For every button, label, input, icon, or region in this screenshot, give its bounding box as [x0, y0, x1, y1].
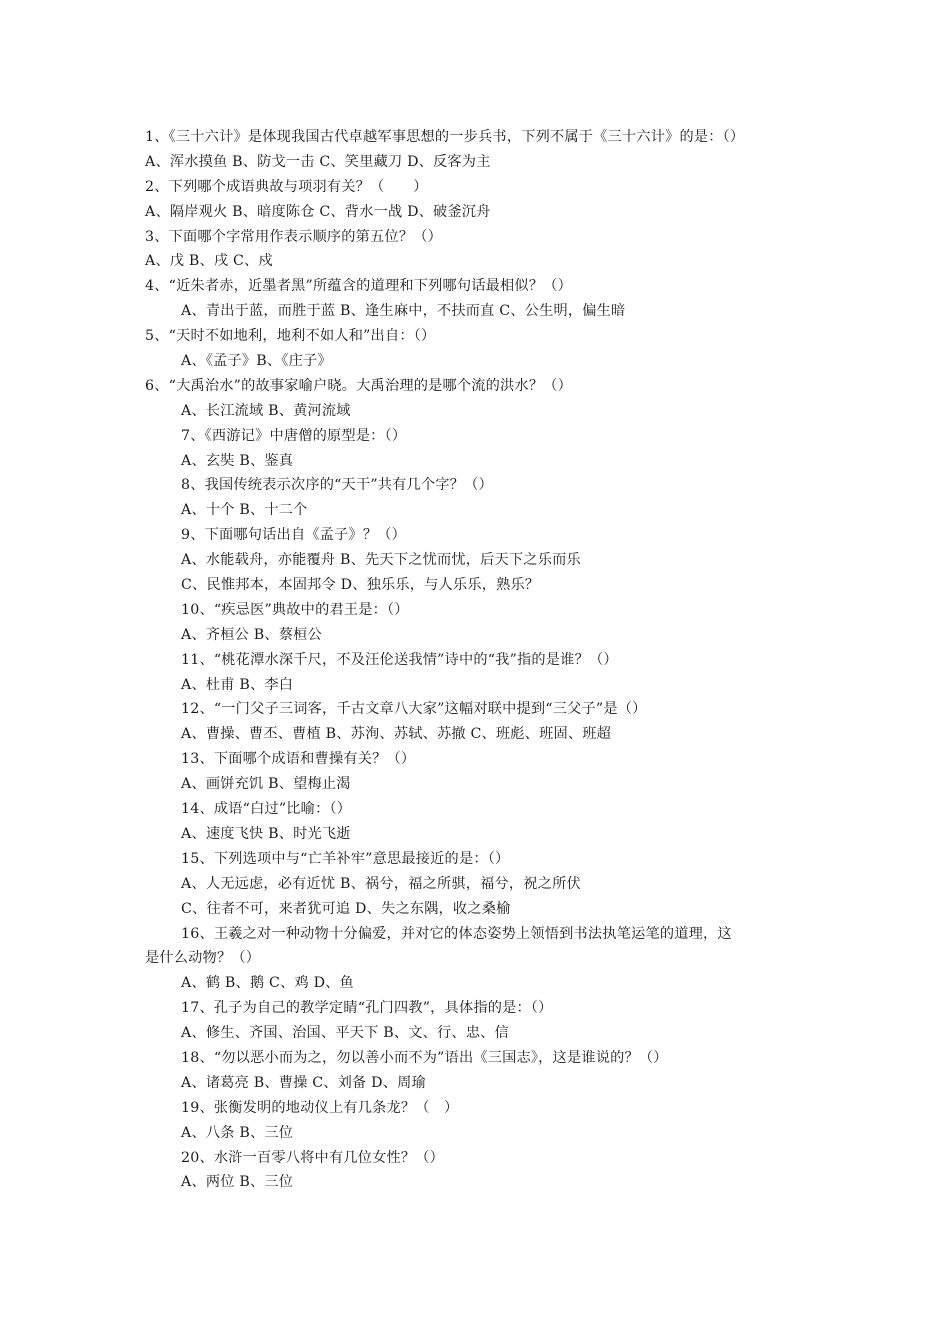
answer-options-7: A、玄奘 B、鉴真: [181, 452, 294, 469]
answer-options-17: A、修生、齐国、治国、平天下 B、文、行、忠、信: [181, 1025, 509, 1042]
answer-options-11: A、杜甫 B、李白: [181, 676, 294, 693]
answer-options-12: A、曹操、曹丕、曹植 B、苏洵、苏轼、苏撤 C、班彪、班固、班超: [181, 726, 612, 743]
question-11: 11、“桃花潭水深千尺，不及汪伦送我情”诗中的“我”指的是谁？（）: [181, 651, 618, 668]
question-8: 8、我国传统表示次序的“天干”共有几个字？（）: [181, 477, 493, 494]
answer-options-3: A、戊 B、戌 C、戍: [145, 253, 273, 270]
question-6: 6、“大禹治水”的故事家喻户晓。大禹治理的是哪个流的洪水？（）: [145, 377, 572, 394]
answer-options-5: A、《孟子》B、《庄子》: [181, 353, 332, 370]
answer-options-19: A、八条 B、三位: [181, 1124, 294, 1141]
answer-options-20: A、两位 B、三位: [181, 1174, 294, 1191]
question-3: 3、下面哪个字常用作表示顺序的第五位？（）: [145, 228, 442, 245]
answer-options-15b: C、往者不可，来者犹可追 D、失之东隅，收之桑榆: [181, 900, 511, 917]
question-5: 5、“天时不如地利，地利不如人和”出自：（）: [145, 328, 436, 345]
question-20: 20、水浒一百零八将中有几位女性？（）: [181, 1149, 445, 1166]
question-18: 18、“勿以恶小而为之，勿以善小而不为”语出《三国志》，这是谁说的？（）: [181, 1049, 668, 1066]
answer-options-16: A、鹤 B、鹅 C、鸡 D、鱼: [181, 975, 354, 992]
answer-options-4: A、青出于蓝，而胜于蓝 B、逢生麻中，不扶而直 C、公生明，偏生暗: [181, 303, 626, 320]
question-1: 1、《三十六计》是体现我国古代卓越军事思想的一步兵书，下列不属于《三十六计》的是：（）: [145, 129, 745, 145]
question-17: 17、孔子为自己的教学定睛“孔门四教”，具体指的是：（）: [181, 1000, 553, 1017]
question-2: 2、下列哪个成语典故与项羽有关？（ ）: [145, 178, 428, 195]
answer-options-6: A、长江流域 B、黄河流域: [181, 402, 351, 419]
answer-options-2: A、隔岸观火 B、暗度陈仓 C、背水一战 D、破釜沉舟: [145, 203, 491, 220]
question-13: 13、下面哪个成语和曹操有关？（）: [181, 751, 416, 768]
answer-options-1: A、浑水摸鱼 B、防戈一击 C、笑里藏刀 D、反客为主: [145, 153, 491, 170]
question-15: 15、下列选项中与“亡羊补牢”意思最接近的是：（）: [181, 850, 510, 867]
answer-options-10: A、齐桓公 B、蔡桓公: [181, 626, 322, 643]
answer-options-13: A、画饼充饥 B、望梅止渴: [181, 776, 351, 793]
answer-options-8: A、十个 B、十二个: [181, 502, 308, 519]
answer-options-15a: A、人无远虑，必有近忧 B、祸兮，福之所骐，福兮，祝之所伏: [181, 875, 581, 892]
answer-options-9a: A、水能载舟，亦能覆舟 B、先天下之忧而忧，后天下之乐而乐: [181, 552, 581, 569]
question-12: 12、“一门父子三词客，千古文章八大家”这幅对联中提到“三父子”是（）: [181, 701, 647, 718]
question-9: 9、下面哪句话出自《孟子》？（）: [181, 527, 407, 544]
question-7: 7、《西游记》中唐僧的原型是：（）: [181, 427, 407, 444]
quiz-content: [145, 125, 825, 1195]
question-4: 4、“近朱者赤，近墨者黑”所蕴含的道理和下列哪句话最相似？（）: [145, 278, 572, 295]
answer-options-9b: C、民惟邦本，本固邦令 D、独乐乐，与人乐乐，熟乐？: [181, 577, 540, 594]
question-19: 19、张衡发明的地动仪上有几条龙？（ ）: [181, 1099, 459, 1116]
answer-options-14: A、速度飞快 B、时光飞逝: [181, 825, 351, 842]
question-10: 10、“疾忌医”典故中的君王是：（）: [181, 601, 409, 618]
answer-options-18: A、诸葛亮 B、曹操 C、刘备 D、周瑜: [181, 1074, 426, 1091]
question-16-continued: 是什么动物？（）: [145, 950, 261, 967]
question-16: 16、王羲之对一种动物十分偏爱，并对它的体态姿势上领悟到书法执笔运笔的道理，这: [181, 925, 732, 942]
question-14: 14、成语“白过”比喻：（）: [181, 801, 352, 818]
